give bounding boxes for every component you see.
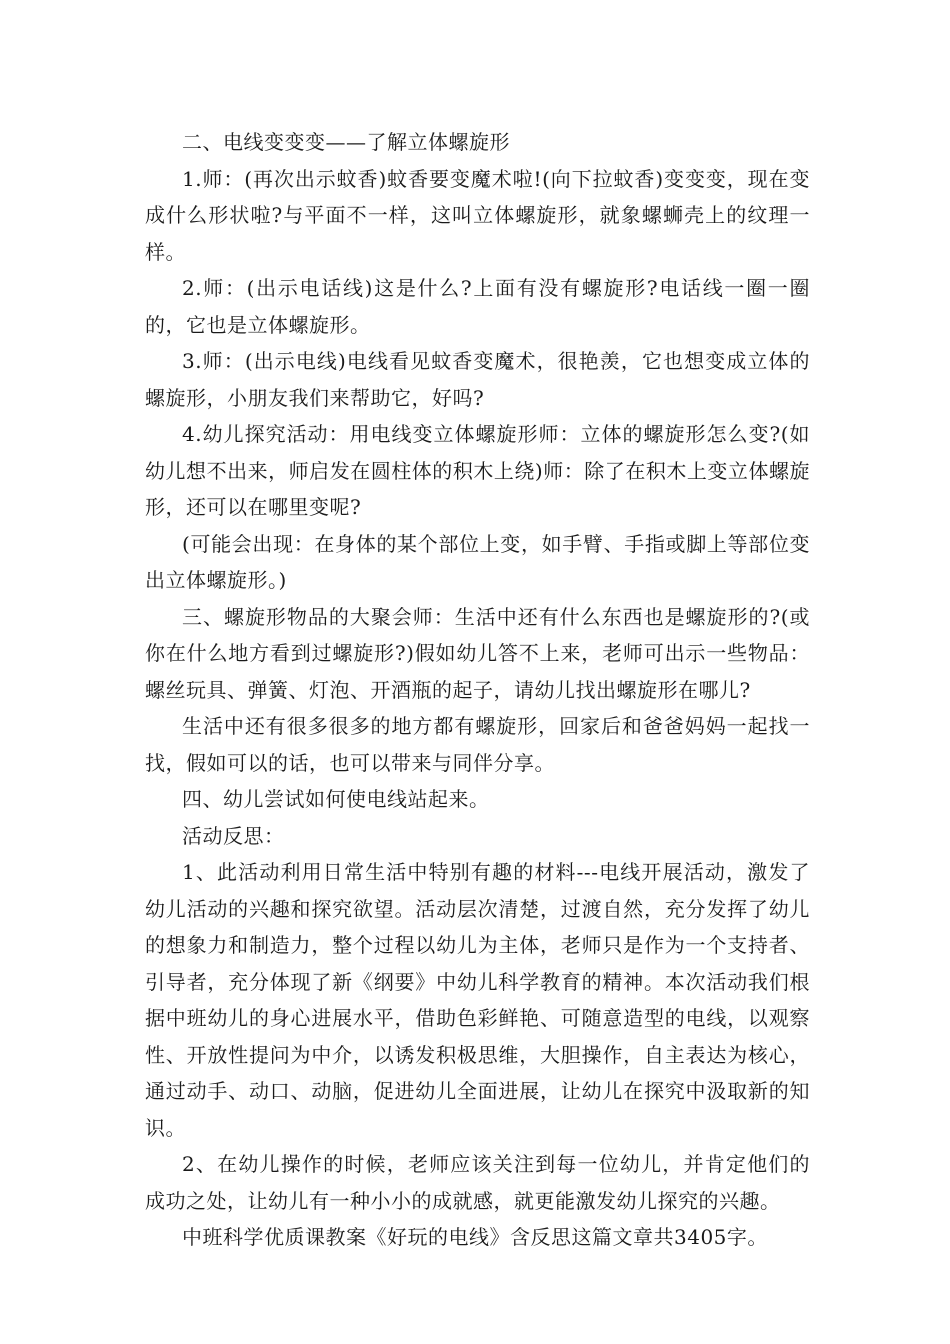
paragraph-step-3: 3.师：(出示电线)电线看见蚊香变魔术，很艳羡，它也想变成立体的螺旋形，小朋友我们来帮助它，好吗? [145,349,810,410]
section-heading-2: 二、电线变变变——了解立体螺旋形 [182,130,510,154]
section-heading-4: 四、幼儿尝试如何使电线站起来。 [182,787,490,811]
reflection-point-2: 2、在幼儿操作的时候，老师应该关注到每一位幼儿，并肯定他们的成功之处，让幼儿有一种小小的成就感，就更能激发幼儿探究的兴趣。 [145,1152,810,1213]
reflection-heading: 活动反思： [182,823,285,848]
article-footer: 中班科学优质课教案《好玩的电线》含反思这篇文章共3405字。 [182,1225,768,1249]
section-heading-3: 三、螺旋形物品的大聚会师：生活中还有什么东西也是螺旋形的?(或你在什么地方看到过螺旋形?)假如幼儿答不上来，老师可出示一些物品：螺丝玩具、弹簧、灯泡、开酒瓶的起子，请幼儿找出螺旋形在哪儿? [145,604,810,702]
reflection-point-1: 1、此活动利用日常生活中特别有趣的材料---电线开展活动，激发了幼儿活动的兴趣和探究欲望。活动层次清楚，过渡自然，充分发挥了幼儿的想象力和制造力，整个过程以幼儿为主体，老师只是作为一个支持者、引导者，充分体现了新《纲要》中幼儿科学教育的精神。本次活动我们根据中班幼儿的身心进展水平，借助色彩鲜艳、可随意造型的电线，以观察性、开放性提问为中介，以诱发积极思维，大胆操作，自主表达为核心，通过动手、动口、动脑，促进幼儿全面进展，让幼儿在探究中汲取新的知识。 [145,860,810,1140]
document-body [145,124,810,1256]
paragraph-step-2: 2.师：(出示电话线)这是什么?上面有没有螺旋形?电话线一圈一圈的，它也是立体螺旋形。 [145,276,810,337]
paragraph-step-4: 4.幼儿探究活动：用电线变立体螺旋形师：立体的螺旋形怎么变?(如幼儿想不出来，师启发在圆柱体的积木上绕)师：除了在积木上变立体螺旋形，还可以在哪里变呢? [145,422,810,519]
paragraph-note: (可能会出现：在身体的某个部位上变，如手臂、手指或脚上等部位变出立体螺旋形。) [145,531,810,592]
paragraph-share: 生活中还有很多很多的地方都有螺旋形，回家后和爸爸妈妈一起找一找，假如可以的话，也可以带来与同伴分享。 [145,714,810,775]
paragraph-step-1: 1.师：(再次出示蚊香)蚊香要变魔术啦!(向下拉蚊香)变变变，现在变成什么形状啦?与平面不一样，这叫立体螺旋形，就象螺蛳壳上的纹理一样。 [145,166,810,264]
